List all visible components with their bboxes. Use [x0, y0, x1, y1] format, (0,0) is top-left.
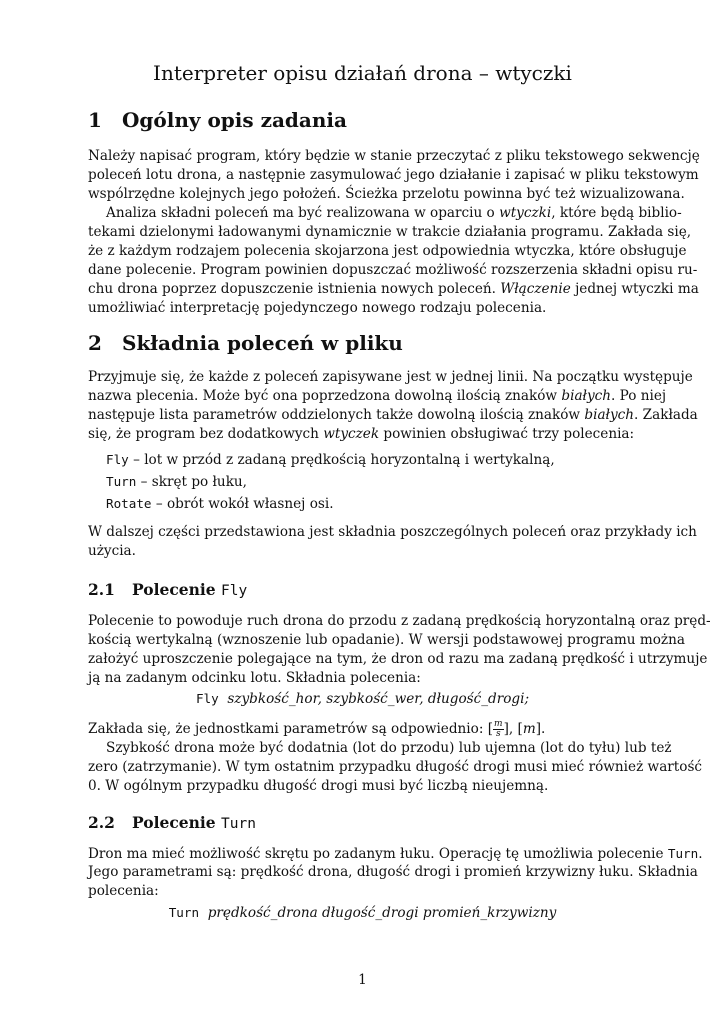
syntax-args: szybkość_hor, szybkość_wer, długość_drogi;: [227, 691, 530, 707]
text-line: ją na zadanym odcinku lotu. Składnia polecenia:: [88, 670, 421, 686]
command-code: Fly: [221, 583, 248, 599]
syntax-args: prędkość_drona długość_drogi promień_krzywizny: [207, 905, 557, 921]
command-code: Rotate: [106, 496, 152, 511]
text-span: powinien obsługiwać trzy polecenia:: [379, 426, 635, 442]
text-span: – skręt po łuku,: [136, 474, 248, 490]
section-number: 2.2: [88, 813, 115, 832]
syntax-line: [0, 690, 725, 708]
page-number: 1: [358, 972, 367, 988]
document-title: Interpreter opisu działań drona – wtyczki: [153, 61, 572, 85]
text-line: W dalszej części przedstawiona jest składnia poszczególnych poleceń oraz przykłady ich: [88, 524, 697, 540]
subsection-2-2-heading: [88, 813, 256, 832]
subsection-2-1-heading: [88, 580, 247, 599]
text-line: zero (zatrzymanie). W tym ostatnim przypadku długość drogi musi mieć również wartość: [88, 759, 703, 775]
text-line: tekami dzielonymi ładowanymi dynamicznie w trakcie działania programu. Zakłada się,: [88, 224, 692, 240]
text-line: wspólrzędne kolejnych jego położeń. Ścieżka przelotu powinna być też wizualizowana.: [88, 186, 685, 202]
text-span: . Zakłada: [634, 407, 698, 423]
text-line: kością wertykalną (wznoszenie lub opadanie). W wersji podstawowej programu można: [88, 632, 685, 648]
fraction-numerator: m: [494, 719, 503, 729]
text-span: Zakłada się, że jednostkami parametrów są odpowiednio: [: [88, 721, 494, 737]
unit-fraction: [493, 720, 504, 739]
text-line: Należy napisać program, który będzie w stanie przeczytać z pliku tekstowego sekwencję: [88, 148, 700, 164]
text-span: .: [698, 846, 703, 862]
text-line: że z każdym rodzajem polecenia skojarzona jest odpowiednia wtyczka, które obsługuje: [88, 243, 687, 259]
text-span: ], [: [503, 721, 523, 737]
text-span: następuje lista parametrów oddzielonych także dowolną ilością znaków: [88, 407, 585, 423]
emphasis: białych: [584, 407, 635, 423]
section-number: 2: [88, 331, 102, 355]
emphasis: wtyczki: [499, 205, 552, 221]
command-code: Turn: [168, 905, 200, 920]
text-line: [88, 407, 698, 424]
section-number: 2.1: [88, 580, 115, 599]
text-span: jednej wtyczki ma: [570, 281, 699, 297]
command-code: Turn: [106, 474, 137, 489]
emphasis: białych: [561, 388, 612, 404]
text-span: Dron ma mieć możliwość skrętu po zadanym łuku. Operację tę umożliwia polecenie: [88, 846, 668, 862]
section-number: 1: [88, 108, 102, 132]
text-line: [88, 388, 667, 405]
list-item: [106, 495, 334, 513]
text-line: dane polecenie. Program powinien dopuszczać możliwość rozszerzenia składni opisu ru-: [88, 262, 698, 278]
command-code: Fly: [195, 691, 219, 706]
section-title: Polecenie: [132, 580, 222, 599]
text-span: się, że program bez dodatkowych: [88, 426, 324, 442]
text-line: założyć uproszczenie polegające na tym, że dron od razu ma zadaną prędkość i utrzymuje: [88, 651, 708, 667]
list-item: [106, 473, 247, 491]
text-span: nazwa plecenia. Może być ona poprzedzona dowolną ilością znaków: [88, 388, 562, 404]
text-line: Jego parametrami są: prędkość drona, długość drogi i promień krzywizny łuku. Składnia: [88, 864, 698, 880]
text-span: , które będą biblio-: [551, 205, 682, 221]
fraction-denominator: s: [496, 729, 501, 739]
text-span: – lot w przód z zadaną prędkością horyzontalną i wertykalną,: [128, 452, 555, 468]
command-code: Turn: [667, 846, 699, 861]
section-1-heading: [88, 108, 347, 132]
text-span: Analiza składni poleceń ma być realizowana w oparciu o: [106, 205, 500, 221]
text-line: umożliwiać interpretację pojedynczego nowego rodzaju polecenia.: [88, 300, 547, 316]
text-line: [88, 205, 682, 222]
unit-meter: m: [522, 721, 536, 737]
text-span: chu drona poprzez dopuszczenie istnienia nowych poleceń.: [88, 281, 501, 297]
text-line: poleceń lotu drona, a następnie zasymulować jego działanie i zapisać w pliku tekstowym: [88, 167, 699, 183]
units-line: [88, 719, 639, 739]
text-line: 0. W ogólnym przypadku długość drogi musi być liczbą nieujemną.: [88, 778, 549, 794]
text-span: – obrót wokół własnej osi.: [151, 496, 334, 512]
text-line: [88, 281, 699, 298]
text-line: [88, 845, 703, 862]
section-2-heading: [88, 331, 403, 355]
text-span: ].: [535, 721, 546, 737]
section-title: Składnia poleceń w pliku: [122, 331, 403, 355]
text-line: Przyjmuje się, że każde z poleceń zapisywane jest w jednej linii. Na początku występuje: [88, 369, 693, 385]
list-item: [106, 451, 555, 469]
section-title: Polecenie: [132, 813, 222, 832]
text-line: polecenia:: [88, 883, 159, 899]
emphasis: wtyczek: [323, 426, 380, 442]
text-line: [88, 426, 639, 443]
command-code: Turn: [221, 816, 256, 832]
section-title: Ogólny opis zadania: [122, 108, 347, 132]
text-line: Szybkość drona może być dodatnia (lot do przodu) lub ujemna (lot do tyłu) lub też: [106, 740, 672, 756]
syntax-line: [0, 904, 725, 922]
command-code: Fly: [106, 452, 129, 467]
text-line: Polecenie to powoduje ruch drona do przodu z zadaną prędkością horyzontalną oraz pręd-: [88, 613, 711, 629]
emphasis: Włączenie: [500, 281, 571, 297]
text-span: . Po niej: [611, 388, 667, 404]
text-line: użycia.: [88, 543, 136, 559]
